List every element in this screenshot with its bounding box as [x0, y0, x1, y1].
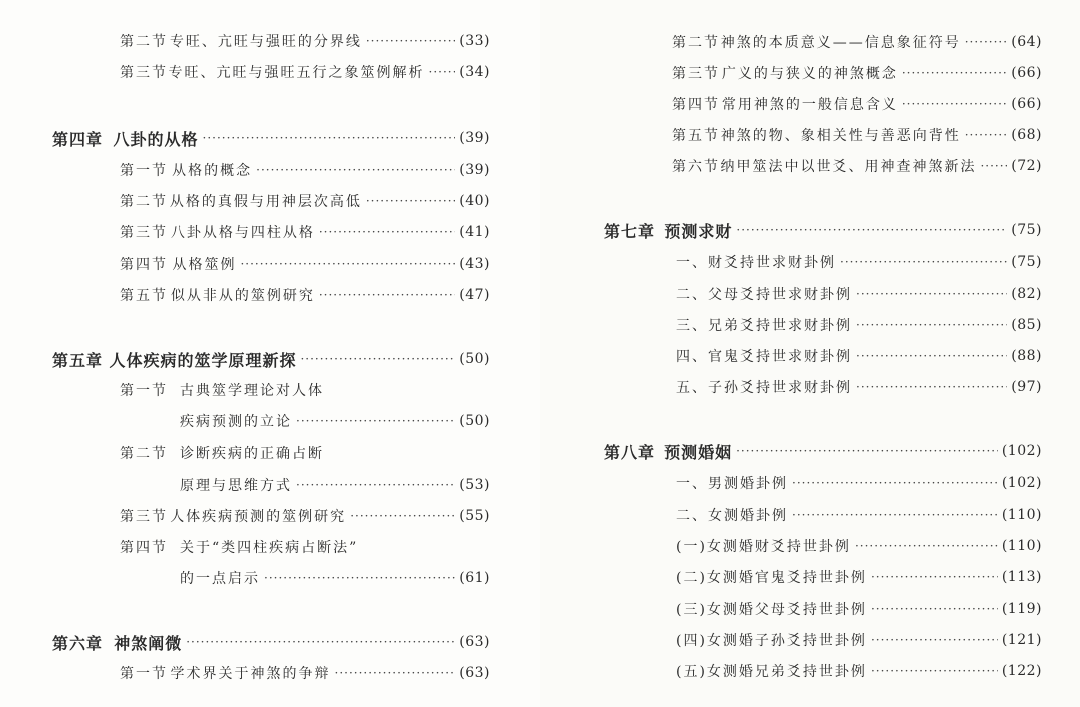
- toc-label: 第二节: [120, 194, 168, 210]
- toc-page-number: (63): [459, 634, 490, 650]
- toc-title: 五、子孙爻持世求财卦例: [676, 380, 852, 396]
- toc-leader-dots: [296, 478, 455, 492]
- toc-title: (一)女测婚财爻持世卦例: [676, 539, 851, 555]
- toc-chapter: [604, 218, 1042, 242]
- toc-page-number: (85): [1011, 317, 1042, 333]
- toc-leader-dots: [350, 509, 455, 523]
- toc-entry: [120, 29, 490, 53]
- toc-label: 第一节: [120, 666, 168, 682]
- toc-title: 广义的与狭义的神煞概念: [721, 66, 898, 82]
- toc-entry: [676, 344, 1042, 368]
- toc-leader-dots: [840, 255, 1007, 269]
- toc-entry: [676, 597, 1042, 621]
- toc-entry: [676, 534, 1042, 558]
- toc-title: 二、父母爻持世求财卦例: [676, 287, 852, 303]
- toc-entry: [676, 375, 1042, 399]
- chapter-label: 第六章: [52, 633, 104, 653]
- toc-entry: [672, 61, 1042, 85]
- toc-page-number: (47): [459, 287, 490, 303]
- toc-page-number: (55): [459, 508, 490, 524]
- toc-entry: [672, 123, 1042, 147]
- toc-leader-dots: [186, 635, 455, 649]
- toc-page-number: (64): [1011, 34, 1042, 50]
- toc-label: 第五节: [120, 288, 168, 304]
- toc-title: (二)女测婚官鬼爻持世卦例: [676, 570, 867, 586]
- toc-entry: [676, 565, 1042, 589]
- toc-label: 第三节: [672, 66, 720, 82]
- toc-title: 的一点启示: [180, 571, 260, 587]
- toc-leader-dots: [264, 571, 455, 585]
- toc-leader-dots: [980, 159, 1007, 173]
- toc-entry: [120, 661, 490, 685]
- toc-page-number: (110): [1001, 507, 1042, 523]
- toc-page-number: (66): [1011, 96, 1042, 112]
- toc-entry: [672, 30, 1042, 54]
- toc-page-number: (119): [1001, 601, 1042, 617]
- chapter-title: 神煞阐微: [114, 633, 183, 653]
- toc-page-number: (43): [459, 256, 490, 272]
- toc-leader-dots: [792, 508, 998, 522]
- chapter-title: 预测求财: [664, 221, 733, 241]
- toc-page-number: (68): [1011, 127, 1042, 143]
- toc-chapter: [604, 439, 1042, 463]
- toc-entry: [120, 220, 490, 244]
- chapter-label: 第八章: [604, 442, 656, 462]
- toc-page-number: (53): [459, 477, 490, 493]
- toc-page-number: (41): [459, 224, 490, 240]
- toc-chapter: [52, 126, 490, 150]
- toc-entry: [672, 154, 1042, 178]
- toc-title: 学术界关于神煞的争辩: [170, 666, 331, 682]
- toc-title: 似从非从的筮例研究: [170, 288, 315, 304]
- toc-entry: [676, 282, 1042, 306]
- toc-entry: [676, 471, 1042, 495]
- toc-leader-dots: [300, 352, 455, 366]
- toc-page-number: (33): [459, 33, 490, 49]
- toc-title: 诊断疾病的正确占断: [180, 446, 324, 462]
- toc-leader-dots: [965, 128, 1008, 142]
- toc-title: 古典筮学理论对人体: [180, 383, 324, 399]
- chapter-label: 第四章: [52, 129, 104, 149]
- toc-entry: [120, 283, 490, 307]
- toc-page-number: (88): [1011, 348, 1042, 364]
- toc-page-number: (61): [459, 570, 490, 586]
- toc-title: 原理与思维方式: [180, 478, 292, 494]
- toc-leader-dots: [902, 66, 1007, 80]
- toc-title: 从格的概念: [172, 163, 253, 179]
- toc-entry: [120, 252, 490, 276]
- toc-title: 一、财爻持世求财卦例: [676, 255, 836, 271]
- chapter-title: 预测婚姻: [664, 442, 733, 462]
- toc-leader-dots: [736, 444, 998, 458]
- toc-page-number: (63): [459, 665, 490, 681]
- chapter-title: 人体疾病的筮学原理新探: [109, 350, 297, 370]
- toc-label: 第三节: [120, 509, 168, 525]
- toc-entry: [120, 535, 490, 559]
- toc-page-number: (40): [459, 193, 490, 209]
- toc-title: (四)女测婚子孙爻持世卦例: [676, 633, 867, 649]
- toc-leader-dots: [240, 257, 455, 271]
- toc-page-number: (39): [459, 130, 490, 146]
- toc-entry: [120, 189, 490, 213]
- toc-page-number: (102): [1001, 475, 1042, 491]
- toc-leader-dots: [855, 539, 998, 553]
- toc-page-number: (110): [1001, 538, 1042, 554]
- toc-leader-dots: [366, 34, 455, 48]
- toc-label: 第四节: [672, 97, 720, 113]
- toc-leader-dots: [429, 65, 456, 79]
- toc-page-number: (82): [1011, 286, 1042, 302]
- toc-entry: [120, 158, 490, 182]
- toc-leader-dots: [792, 476, 998, 490]
- toc-leader-dots: [856, 380, 1007, 394]
- toc-entry: [672, 92, 1042, 116]
- toc-page-number: (113): [1001, 569, 1042, 585]
- toc-page-number: (122): [1001, 663, 1042, 679]
- toc-title: 疾病预测的立论: [180, 414, 292, 430]
- toc-entry: [120, 378, 490, 402]
- toc-entry: [676, 659, 1042, 683]
- toc-title: (五)女测婚兄弟爻持世卦例: [676, 664, 867, 680]
- toc-page-number: (39): [459, 162, 490, 178]
- toc-label: 第三节: [120, 65, 168, 81]
- toc-entry: [676, 313, 1042, 337]
- toc-title: 三、兄弟爻持世求财卦例: [676, 318, 852, 334]
- toc-label: 第二节: [120, 34, 168, 50]
- toc-entry: [676, 250, 1042, 274]
- toc-page-number: (121): [1001, 632, 1042, 648]
- toc-title: 关于“类四柱疾病占断法”: [180, 540, 359, 556]
- toc-page-number: (50): [459, 413, 490, 429]
- toc-chapter: [52, 630, 490, 654]
- toc-page-number: (75): [1011, 222, 1042, 238]
- toc-title: 四、官鬼爻持世求财卦例: [676, 349, 852, 365]
- toc-label: 第五节: [672, 128, 720, 144]
- toc-leader-dots: [319, 288, 455, 302]
- toc-label: 第三节: [120, 225, 168, 241]
- toc-title: 人体疾病预测的筮例研究: [170, 509, 347, 525]
- toc-page-number: (34): [459, 64, 490, 80]
- toc-leader-dots: [856, 318, 1007, 332]
- toc-label: 第二节: [120, 446, 168, 462]
- toc-leader-dots: [366, 194, 455, 208]
- chapter-label: 第五章: [52, 350, 104, 370]
- toc-title: 神煞的本质意义——信息象征符号: [720, 35, 961, 51]
- toc-title: 一、男测婚卦例: [676, 476, 788, 492]
- toc-title: 从格的真假与用神层次高低: [169, 194, 362, 210]
- toc-leader-dots: [203, 131, 456, 145]
- toc-entry-continuation: [180, 473, 490, 497]
- toc-label: 第六节: [672, 159, 720, 175]
- toc-title: 二、女测婚卦例: [676, 508, 788, 524]
- toc-title: 专旺、亢旺与强旺五行之象筮例解析: [168, 65, 425, 81]
- toc-page-number: (102): [1001, 443, 1042, 459]
- toc-leader-dots: [871, 664, 998, 678]
- toc-leader-dots: [871, 602, 998, 616]
- toc-title: 纳甲筮法中以世爻、用神查神煞新法: [720, 159, 977, 175]
- toc-label: 第一节: [120, 163, 168, 179]
- toc-leader-dots: [256, 163, 455, 177]
- toc-entry: [676, 628, 1042, 652]
- toc-entry: [120, 504, 490, 528]
- toc-label: 第四节: [120, 257, 168, 273]
- toc-entry: [120, 441, 490, 465]
- toc-title: (三)女测婚父母爻持世卦例: [676, 602, 867, 618]
- toc-leader-dots: [871, 633, 998, 647]
- toc-title: 专旺、亢旺与强旺的分界线: [169, 34, 362, 50]
- toc-leader-dots: [856, 287, 1007, 301]
- toc-page-number: (75): [1011, 254, 1042, 270]
- toc-entry-continuation: [180, 409, 490, 433]
- toc-label: 第一节: [120, 383, 168, 399]
- toc-leader-dots: [902, 97, 1007, 111]
- toc-leader-dots: [736, 223, 1007, 237]
- toc-page-number: (97): [1011, 379, 1042, 395]
- chapter-title: 八卦的从格: [113, 129, 199, 149]
- toc-page-number: (72): [1011, 158, 1042, 174]
- toc-entry-continuation: [180, 566, 490, 590]
- toc-leader-dots: [871, 570, 998, 584]
- toc-page-number: (50): [459, 351, 490, 367]
- right-page: [540, 0, 1080, 707]
- toc-leader-dots: [965, 35, 1008, 49]
- toc-label: 第二节: [672, 35, 720, 51]
- toc-entry: [676, 503, 1042, 527]
- toc-title: 八卦从格与四柱从格: [170, 225, 315, 241]
- toc-leader-dots: [296, 414, 455, 428]
- toc-title: 神煞的物、象相关性与善恶向背性: [720, 128, 961, 144]
- toc-page-number: (66): [1011, 65, 1042, 81]
- chapter-label: 第七章: [604, 221, 656, 241]
- toc-leader-dots: [319, 225, 455, 239]
- toc-leader-dots: [335, 666, 456, 680]
- toc-leader-dots: [856, 349, 1007, 363]
- toc-title: 常用神煞的一般信息含义: [721, 97, 898, 113]
- toc-title: 从格筮例: [172, 257, 237, 273]
- toc-chapter: [52, 347, 490, 371]
- toc-entry: [120, 60, 490, 84]
- toc-label: 第四节: [120, 540, 168, 556]
